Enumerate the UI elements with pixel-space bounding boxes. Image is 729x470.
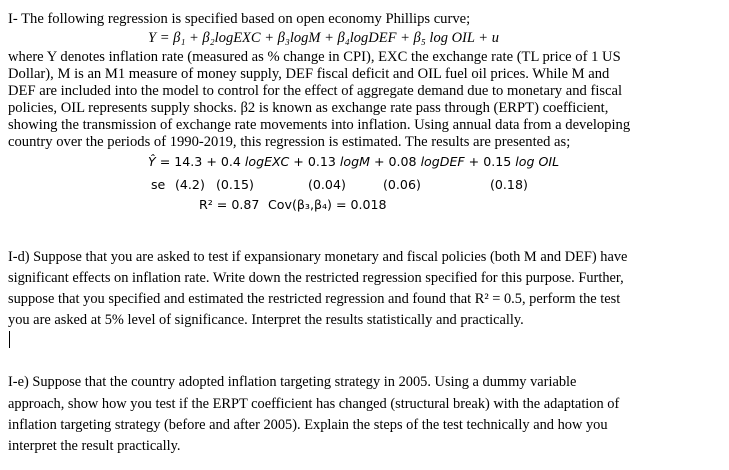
intro-line-4: DEF are included into the model to control for the effect of aggregate demand due to monetary and fiscal [8,83,623,99]
estimated-equation [148,154,559,169]
intro-line-6: showing the transmission of exchange rate movements into inflation. Using annual data from a developing [8,117,631,133]
se-logoil: (0.18) [490,177,528,192]
question-d-line-2: significant effects on inflation rate. Write down the restricted regression specified for this purpose. Further, [8,270,624,286]
question-e-line-3: inflation targeting strategy (before and after 2005). Explain the steps of the test technically and how you [8,417,608,433]
question-d-line-1: I-d) Suppose that you are asked to test if expansionary monetary and fiscal policies (both M and DEF) have [8,249,628,265]
question-e-line-2: approach, show how you test if the ERPT coefficient has changed (structural break) with the adaptation of [8,396,620,412]
se-label: se [151,177,166,192]
r-squared: R² = 0.87 [199,197,260,212]
se-logdef: (0.06) [383,177,421,192]
eq-term-logdef: logDEF [420,154,465,169]
intro-line-5: policies, OIL represents supply shocks. β2 is known as exchange rate pass through (ERPT) coefficient, [8,100,609,116]
eq-term-logm: logM [339,154,370,169]
question-d-line-3: suppose that you specified and estimated the restricted regression and found that R² = 0.5, perform the test [8,291,621,307]
intro-line-7: country over the periods of 1990-2019, this regression is estimated. The results are presented as; [8,134,571,150]
intro-line-1: I- The following regression is specified based on open economy Phillips curve; [8,11,471,27]
eq-term-logoil: log OIL [515,154,560,169]
se-intercept: (4.2) [175,177,205,192]
model-equation: Y = β₁ + β₂logEXC + β₃logM + β₄logDEF + β₅ log OIL + u [148,30,499,46]
eq-part-intercept: = 14.3 + 0.4 [159,154,245,169]
se-logexc: (0.15) [216,177,254,192]
question-e-line-4: interpret the result practically. [8,438,181,454]
intro-line-3: Dollar), M is an M1 measure of money supply, DEF fiscal deficit and OIL fuel oil prices. While M and [8,66,610,82]
question-e-line-1: I-e) Suppose that the country adopted inflation targeting strategy in 2005. Using a dummy variable [8,374,577,390]
covariance: Cov(β₃,β₄) = 0.018 [268,197,387,212]
question-d-line-4: you are asked at 5% level of significance. Interpret the results statistically and practically. [8,312,524,328]
eq-part-3: + 0.08 [369,154,421,169]
intro-line-2: where Y denotes inflation rate (measured as % change in CPI), EXC the exchange rate (TL price of 1 US [8,49,621,65]
se-logm: (0.04) [308,177,346,192]
text-cursor[interactable] [9,331,10,348]
eq-term-logexc: logEXC [244,154,290,169]
eq-part-4: + 0.15 [464,154,516,169]
yhat-symbol: Ŷ [148,154,156,169]
eq-part-2: + 0.13 [289,154,340,169]
